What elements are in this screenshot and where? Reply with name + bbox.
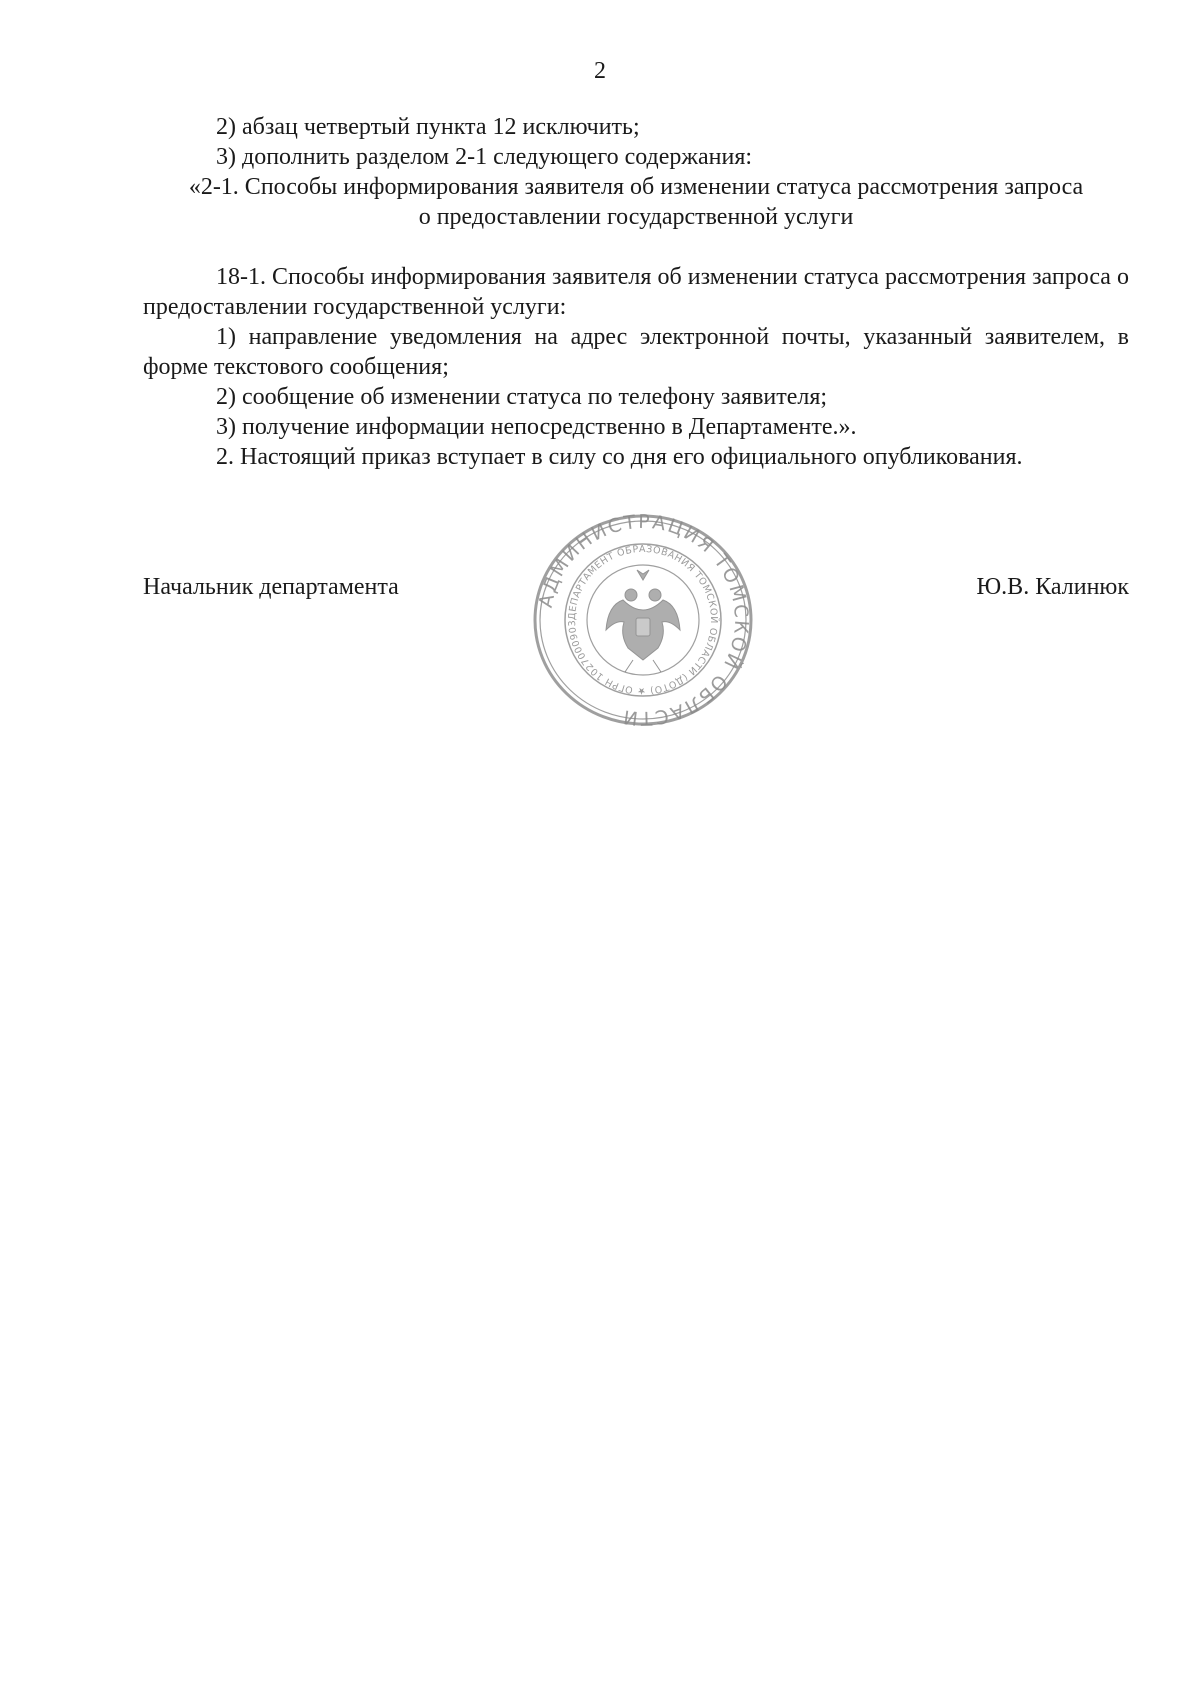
list-item-3: 3) получение информации непосредственно в Департаменте.».	[216, 414, 857, 440]
paragraph-effective-date: 2. Настоящий приказ вступает в силу со дня его официального опубликования.	[216, 444, 1023, 470]
signatory-position: Начальник департамента	[143, 574, 399, 600]
paragraph-item-2: 2) абзац четвертый пункта 12 исключить;	[216, 114, 640, 140]
page-number: 2	[594, 58, 606, 84]
official-seal-icon	[528, 510, 758, 730]
list-item-2: 2) сообщение об изменении статуса по телефону заявителя;	[216, 384, 828, 410]
paragraph-item-3: 3) дополнить разделом 2-1 следующего содержания:	[216, 144, 753, 170]
signatory-name: Ю.В. Калинюк	[976, 574, 1129, 600]
section-title-line-2: о предоставлении государственной услуги	[418, 204, 854, 230]
section-title-line-1: «2-1. Способы информирования заявителя об изменении статуса рассмотрения запроса	[188, 174, 1084, 200]
spacer	[143, 232, 1129, 262]
document-body	[143, 112, 1129, 472]
list-item-1: 1) направление уведомления на адрес электронной почты, указанный заявителем, в форме текстового сообщения;	[143, 324, 1129, 380]
svg-text:ДЕПАРТАМЕНТ ОБРАЗОВАНИЯ ТОМСКО: ДЕПАРТАМЕНТ ОБРАЗОВАНИЯ ТОМСКОЙ ОБЛАСТИ (ДОТО) ★ ОГРН 1027000903	[566, 543, 720, 697]
svg-text:АДМИНИСТРАЦИЯ ТОМСКОЙ ОБЛАСТИ: АДМИНИСТРАЦИЯ ТОМСКОЙ ОБЛАСТИ	[534, 510, 753, 730]
paragraph-18-1: 18-1. Способы информирования заявителя об изменении статуса рассмотрения запроса о предоставлении государственной услуги:	[143, 264, 1129, 320]
